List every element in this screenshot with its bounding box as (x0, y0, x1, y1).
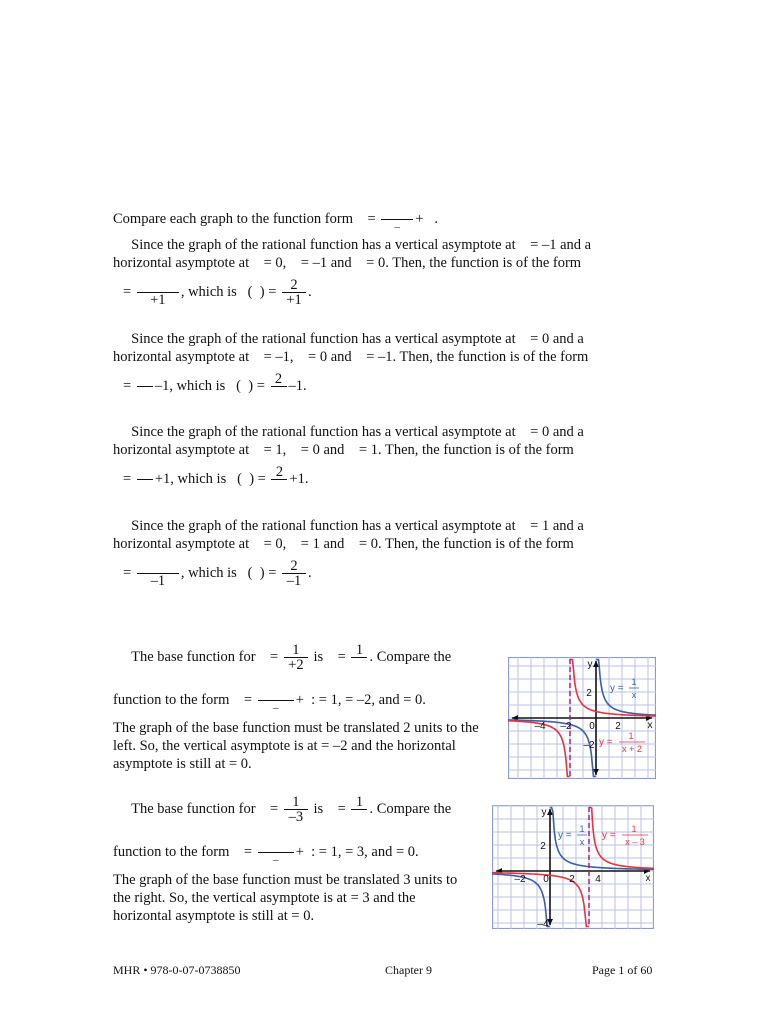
base-equation-label: y = (558, 830, 572, 841)
y-tick-label: 2 (586, 688, 592, 699)
x-tick-label: 0 (543, 874, 549, 885)
y-tick-label: –2 (583, 740, 595, 751)
intro-text: Compare each graph to the function form (113, 210, 353, 227)
intro-line: Compare each graph to the function form = – + . (113, 205, 438, 234)
case-3: Since the graph of the rational function has a vertical asymptote at = 0 and a horizontal asymptote at = 1, = 0 and = 1. Then, the function is of the form = +1, which is ( ) = 2 +1. (113, 423, 633, 494)
case-1-function-fraction: $\frac{2}{+1}$ (282, 278, 306, 307)
base-equation-numerator: 1 (579, 824, 585, 834)
y-axis-label: y (587, 659, 593, 670)
translated-equation-numerator: 1 (628, 731, 634, 741)
case-1-form-fraction: +1 (137, 278, 179, 307)
y-tick-label: –4 (537, 919, 549, 929)
case-4: Since the graph of the rational function has a vertical asymptote at = 1 and a horizontal asymptote at = 0, = 1 and = 0. Then, the function is of the form = –1 , which is ( ) = $\frac{2}{-1}$ . (113, 518, 584, 589)
y-tick-label: 2 (540, 841, 546, 852)
x-tick-label: –2 (560, 721, 572, 732)
case-3-form-fraction (137, 465, 153, 494)
base-equation-numerator: 1 (631, 677, 637, 687)
x-tick-label: –4 (534, 721, 546, 732)
x-tick-label: 4 (595, 874, 601, 885)
translated-equation-label: y = (602, 830, 616, 841)
base-equation-denominator: x (579, 837, 585, 847)
footer-left: MHR • 978-0-07-0738850 (113, 963, 241, 977)
case-2-function-fraction: 2 (271, 372, 287, 401)
footer-right: Page 1 of 60 (592, 963, 653, 977)
translated-equation-numerator: 1 (631, 824, 637, 834)
case-2: Since the graph of the rational function has a vertical asymptote at = 0 and a horizontal asymptote at = –1, = 0 and = –1. Then, the function is of the form = –1, which is ( ) = 2 –1. (113, 330, 633, 401)
translated-equation-denominator: x – 3 (625, 837, 645, 847)
x-axis-label: x (647, 720, 653, 731)
graph-example-2 (492, 805, 654, 929)
example-1: The base function for = $\frac{1}{+2}$ is = 1 . Compare the function to the form = – + : = 1, = –2, and = 0. The graph of the base function must be translated 2 units to the left. So, the vertical asymptote is at = –2 and the horizontal asymptote is still at = 0. (113, 642, 479, 772)
x-tick-label: 2 (569, 874, 575, 885)
case-1: Since the graph of the rational function has a vertical asymptote at = –1 and a horizontal asymptote at = 0, = –1 and = 0. Then, the function is of the form = +1 , which is ( ) = $\frac{2}{+1}$ . (113, 237, 592, 308)
example-2: The base function for = $\frac{1}{-3}$ is = 1 . Compare the function to the form = – + : = 1, = 3, and = 0. The graph of the base function must be translated 3 units to the right. So, the vertical asymptote is at = 3 and the horizontal asymptote is still at = 0. (113, 794, 458, 924)
translated-equation-denominator: x + 2 (622, 744, 642, 754)
case-2-form-fraction (137, 372, 153, 401)
x-tick-label: 2 (615, 721, 621, 732)
case-3-function-fraction: 2 (271, 465, 287, 494)
graph-example-1 (508, 657, 656, 779)
case-4-form-fraction: –1 (137, 559, 179, 588)
x-axis-label: x (645, 873, 651, 884)
y-axis-label: y (541, 807, 547, 818)
translated-equation-label: y = (599, 737, 613, 748)
x-tick-label: 0 (589, 721, 595, 732)
intro-form-fraction: – (381, 205, 413, 234)
case-4-function-fraction: $\frac{2}{-1}$ (282, 559, 306, 588)
base-equation-denominator: x (631, 690, 637, 700)
footer-center: Chapter 9 (385, 963, 432, 977)
base-equation-label: y = (610, 683, 624, 694)
x-tick-label: –2 (514, 874, 526, 885)
